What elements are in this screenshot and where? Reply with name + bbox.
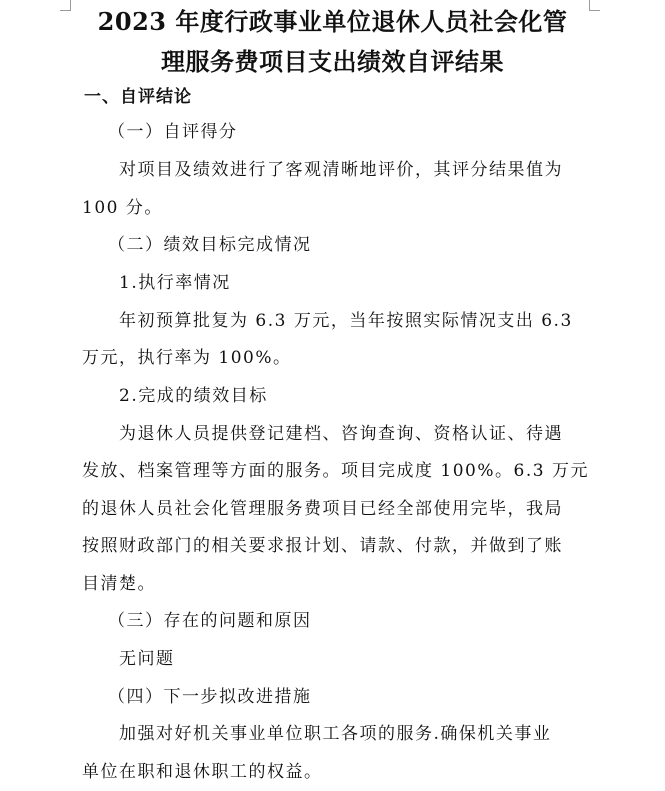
- section-heading-conclusion: 一、自评结论: [84, 87, 192, 107]
- item-heading-execution-rate: 1.执行率情况: [119, 273, 231, 293]
- paragraph-line: 目清楚。: [82, 574, 156, 594]
- paragraph-line: 的退休人员社会化管理服务费项目已经全部使用完毕，我局: [82, 499, 563, 519]
- subsection-heading-improvements: （四）下一步拟改进措施: [108, 687, 312, 707]
- paragraph-line: 发放、档案管理等方面的服务。项目完成度 100%。6.3 万元: [82, 461, 589, 481]
- paragraph-line: 单位在职和退休职工的权益。: [82, 762, 323, 782]
- subsection-heading-problems: （三）存在的问题和原因: [108, 611, 312, 631]
- paragraph-line: 为退休人员提供登记建档、咨询查询、资格认证、待遇: [119, 424, 563, 444]
- paragraph-line: 万元，执行率为 100%。: [82, 348, 292, 368]
- document-title-line-1: 2023 年度行政事业单位退休人员社会化管: [97, 7, 568, 36]
- paragraph-line: 无问题: [119, 649, 175, 669]
- paragraph-line: 加强对好机关事业单位职工各项的服务.确保机关事业: [119, 724, 552, 744]
- item-heading-completed-goals: 2.完成的绩效目标: [119, 386, 268, 406]
- paragraph-line: 对项目及绩效进行了客观清晰地评价，其评分结果值为: [119, 160, 563, 180]
- paragraph-line: 年初预算批复为 6.3 万元，当年按照实际情况支出 6.3: [119, 311, 573, 331]
- paragraph-line: 按照财政部门的相关要求报计划、请款、付款，并做到了账: [82, 536, 563, 556]
- paragraph-line: 100 分。: [82, 198, 163, 218]
- subsection-heading-score: （一）自评得分: [108, 122, 238, 142]
- subsection-heading-goals: （二）绩效目标完成情况: [108, 235, 312, 255]
- document-title-line-2: 理服务费项目支出绩效自评结果: [161, 47, 504, 76]
